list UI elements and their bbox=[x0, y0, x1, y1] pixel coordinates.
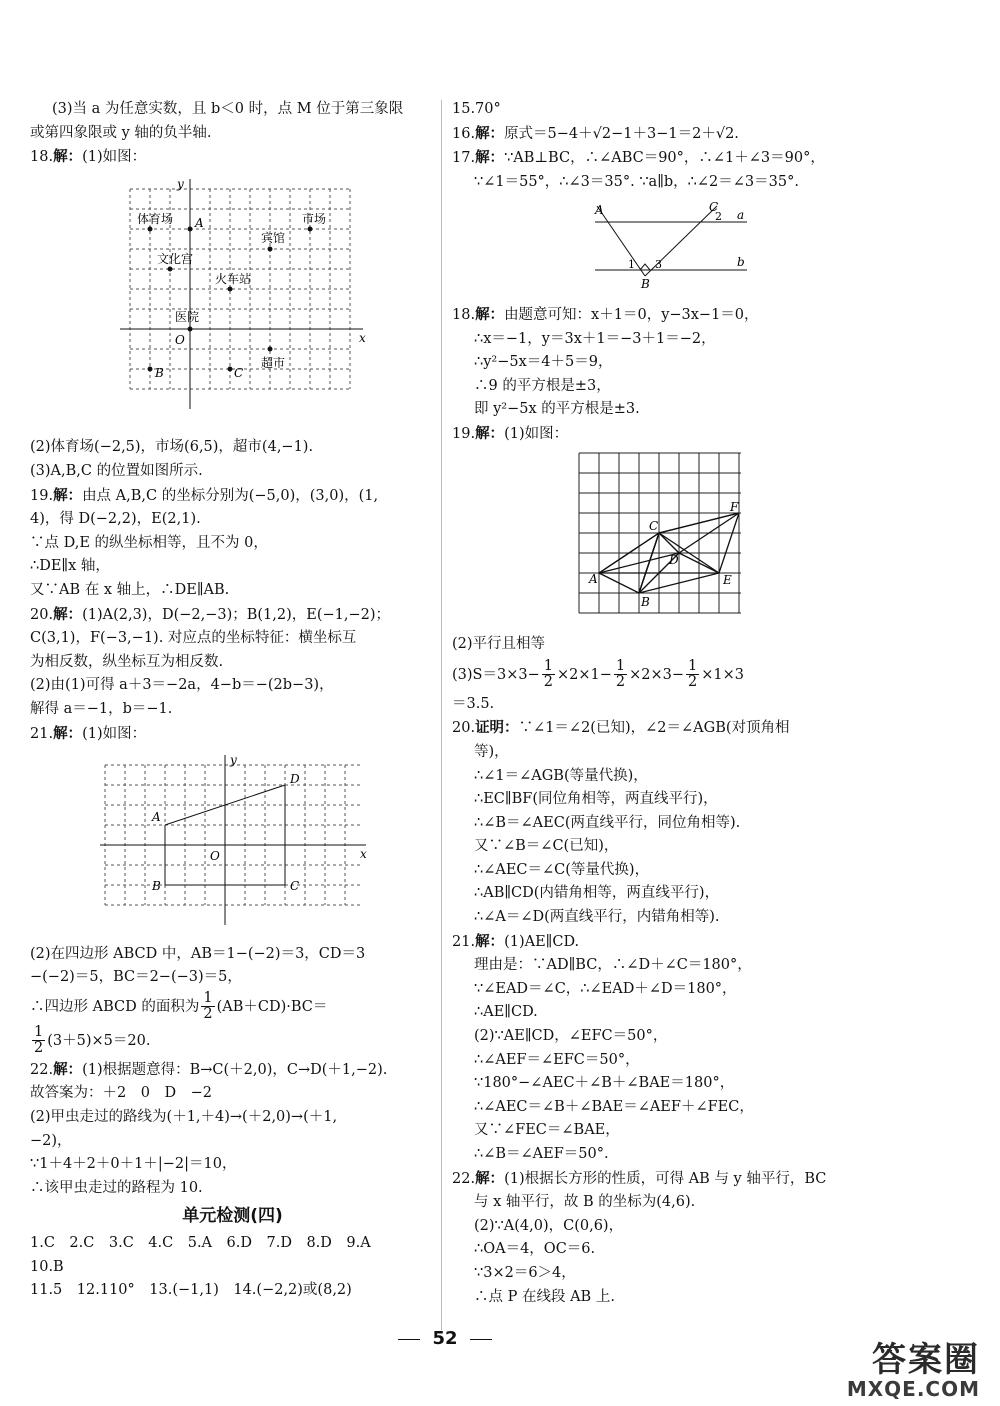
answer-line: 1.C 2.C 3.C 4.C 5.A 6.D 7.D 8.D 9.A bbox=[30, 1235, 371, 1252]
r18-line: 18.解：由题意可知：x＋1＝0，y−3x−1＝0， bbox=[452, 305, 759, 323]
fig21-point-d: D bbox=[290, 772, 300, 787]
page-number: 52 bbox=[380, 1328, 510, 1349]
text-line: 故答案为：＋2 0 D −2 bbox=[30, 1085, 212, 1102]
text-line: (2)∵A(4,0)，C(0,6)， bbox=[474, 1217, 624, 1234]
fraction-half: $\frac{1}{2}$ bbox=[203, 990, 213, 1023]
fraction-half: $\frac{1}{2}$ bbox=[615, 658, 626, 691]
text-line: (2)甲虫走过的路线为(＋1,＋4)→(＋2,0)→(＋1, bbox=[30, 1109, 338, 1126]
text-line: ∴∠AEF＝∠EFC＝50°， bbox=[474, 1051, 640, 1068]
fig18-station: 火车站 bbox=[215, 271, 252, 286]
text-line: ＝3.5. bbox=[452, 695, 495, 712]
fraction-half: $\frac{1}{2}$ bbox=[688, 658, 698, 691]
fig18-supermarket: 超市 bbox=[261, 355, 286, 370]
fig18-point-c: C bbox=[234, 365, 244, 380]
text-line: ∴∠AEC＝∠B＋∠BAE＝∠AEF＋∠FEC， bbox=[474, 1098, 754, 1115]
fig18-hotel: 宾馆 bbox=[261, 230, 286, 245]
fig17-angle-2: 2 bbox=[715, 210, 722, 224]
text-line: ∵∠EAD＝∠C，∴∠EAD＋∠D＝180°， bbox=[474, 980, 737, 997]
answer-line: 10.B bbox=[30, 1258, 64, 1275]
text-line: ∴点 P 在线段 AB 上. bbox=[474, 1288, 615, 1305]
text-line: (3)A,B,C 的位置如图所示. bbox=[30, 462, 203, 479]
r19-line: 19.解：(1)如图： bbox=[452, 424, 569, 442]
section-heading: 单元检测(四) bbox=[182, 1206, 283, 1227]
figure-19-grid bbox=[577, 451, 747, 621]
fig18-market: 市场 bbox=[302, 211, 327, 226]
text-line: ∵1＋4＋2＋0＋1＋|−2|＝10， bbox=[30, 1156, 237, 1173]
r20-line: 20.证明：∵∠1＝∠2(已知)，∠2＝∠AGB(对顶角相 bbox=[452, 719, 790, 737]
fig18-y-label: y bbox=[177, 176, 184, 191]
text-line: 等)， bbox=[474, 743, 509, 760]
text-line: 或第四象限或 y 轴的负半轴. bbox=[30, 124, 212, 141]
fig21-point-b: B bbox=[152, 879, 161, 894]
text-line: ∴∠B＝∠AEF＝50°. bbox=[474, 1146, 609, 1162]
fig18-sports: 体育场 bbox=[137, 211, 174, 226]
fig19-point-a: A bbox=[589, 571, 598, 586]
answer-line: 11.5 12.110° 13.(−1,1) 14.(−2,2)或(8,2) bbox=[30, 1282, 352, 1299]
text-line: 又∵∠B＝∠C(已知)， bbox=[474, 838, 619, 855]
fig18-origin-label: O bbox=[175, 332, 185, 347]
q19-line: 19.解：由点 A,B,C 的坐标分别为(−5,0)，(3,0)，(1, bbox=[30, 486, 379, 504]
text-line: ∴∠A＝∠D(两直线平行，内错角相等). bbox=[474, 909, 720, 926]
text-line: 为相反数，纵坐标互为相反数. bbox=[30, 653, 224, 670]
answer-line: 15.70° bbox=[452, 101, 501, 117]
text-line: −(−2)＝5，BC＝2−(−3)＝5， bbox=[30, 969, 242, 986]
text-line: (2)在四边形 ABCD 中，AB＝1−(−2)＝3，CD＝3 bbox=[30, 945, 366, 962]
fig21-x-label: x bbox=[360, 847, 367, 862]
r17-line: 17.解：∵AB⊥BC，∴∠ABC＝90°，∴∠1＋∠3＝90°， bbox=[452, 149, 825, 167]
r16-line: 16.解：原式＝5−4＋√2−1＋3−1＝2＋√2. bbox=[452, 124, 739, 142]
text-line: ∴x＝−1，y＝3x＋1＝−3＋1＝−2， bbox=[474, 330, 716, 347]
text-line: (2)∵AE∥CD，∠EFC＝50°， bbox=[474, 1028, 668, 1045]
text-line: ∵180°−∠AEC＋∠B＋∠BAE＝180°， bbox=[474, 1075, 735, 1092]
right-column bbox=[452, 98, 862, 1309]
fig17-angle-3: 3 bbox=[655, 258, 662, 272]
text-line: 解得 a＝−1，b＝−1. bbox=[30, 700, 173, 717]
fig21-point-a: A bbox=[152, 810, 161, 825]
figure-21-grid bbox=[100, 750, 370, 930]
r22-line: 22.解：(1)根据长方形的性质，可得 AB 与 y 轴平行，BC bbox=[452, 1169, 827, 1187]
text-line: ∴∠1＝∠AGB(等量代换)， bbox=[474, 767, 648, 784]
fig18-point-a: A bbox=[195, 215, 204, 230]
text-line: −2)， bbox=[30, 1132, 72, 1149]
fig19-point-f: F bbox=[730, 499, 739, 514]
text-line: ∴∠AEC＝∠C(等量代换)， bbox=[474, 861, 650, 878]
r21-line: 21.解：(1)AE∥CD. bbox=[452, 932, 580, 950]
fig17-line-a: a bbox=[737, 208, 745, 223]
q21-area-result: $\frac{1}{2}$ (3＋5)×5＝20. bbox=[34, 1024, 151, 1057]
text-line: ∴OA＝4，OC＝6. bbox=[474, 1241, 596, 1258]
q21-line: 21.解：(1)如图： bbox=[30, 724, 147, 742]
fig19-point-d: D bbox=[669, 552, 679, 567]
fig18-hospital: 医院 bbox=[175, 309, 200, 324]
text-line: ∴该甲虫走过的路程为 10. bbox=[30, 1179, 203, 1196]
fig17-point-a: A bbox=[595, 203, 604, 218]
fig21-point-c: C bbox=[290, 879, 300, 894]
q21-area-line: ∴四边形 ABCD 的面积为 $\frac{1}{2}$ (AB＋CD)·BC＝ bbox=[30, 990, 328, 1023]
text-line: ∵∠1＝55°，∴∠3＝35°. ∵a∥b，∴∠2＝∠3＝35°. bbox=[474, 173, 799, 190]
fig17-point-b: B bbox=[641, 277, 650, 291]
text-line: (2)平行且相等 bbox=[452, 636, 546, 653]
column-divider bbox=[441, 100, 442, 1330]
fig21-origin-label: O bbox=[210, 849, 220, 864]
fig19-point-e: E bbox=[723, 572, 732, 587]
fig18-x-label: x bbox=[359, 330, 366, 345]
fig17-line-b: b bbox=[737, 255, 745, 270]
fig18-point-b: B bbox=[155, 365, 164, 380]
fraction-half: $\frac{1}{2}$ bbox=[34, 1024, 44, 1057]
watermark-url: MXQE.COM bbox=[846, 1377, 980, 1401]
fraction-half: $\frac{1}{2}$ bbox=[543, 658, 553, 691]
left-column bbox=[30, 98, 435, 1303]
text-line: (3)当 a 为任意实数，且 b＜0 时，点 M 位于第三象限 bbox=[52, 101, 404, 117]
text-line: ∴EC∥BF(同位角相等，两直线平行)， bbox=[474, 791, 718, 808]
text-line: ∵点 D,E 的纵坐标相等，且不为 0， bbox=[30, 534, 268, 551]
q20-line: 20.解：(1)A(2,3)，D(−2,−3)；B(1,2)，E(−1,−2)； bbox=[30, 605, 391, 623]
text-line: ∴DE∥x 轴， bbox=[30, 558, 110, 575]
text-line: 即 y²−5x 的平方根是±3. bbox=[474, 401, 640, 418]
fig19-point-c: C bbox=[649, 518, 659, 533]
fig17-point-c: C bbox=[709, 200, 719, 215]
text-line: 与 x 轴平行，故 B 的坐标为(4,6). bbox=[474, 1194, 696, 1211]
text-line: 又∵∠FEC＝∠BAE， bbox=[474, 1122, 620, 1139]
text-line: 又∵AB 在 x 轴上，∴DE∥AB. bbox=[30, 581, 230, 598]
watermark-logo: 答案圈 bbox=[872, 1340, 980, 1380]
text-line: C(3,1)，F(−3,−1). 对应点的坐标特征：横坐标互 bbox=[30, 630, 357, 647]
q22-line: 22.解：(1)根据题意得：B→C(＋2,0)，C→D(＋1,−2). bbox=[30, 1060, 388, 1078]
text-line: ∴y²−5x＝4＋5＝9， bbox=[474, 354, 613, 371]
text-line: 理由是：∵AD∥BC，∴∠D＋∠C＝180°， bbox=[474, 957, 752, 974]
figure-18-grid bbox=[115, 174, 375, 424]
text-line: ∵3×2＝6＞4， bbox=[474, 1264, 576, 1281]
text-line: ∴∠B＝∠AEC(两直线平行，同位角相等). bbox=[474, 814, 741, 831]
text-line: ∴AB∥CD(内错角相等，两直线平行)， bbox=[474, 885, 720, 902]
text-line: ∴AE∥CD. bbox=[474, 1004, 538, 1021]
fig19-point-b: B bbox=[641, 594, 650, 609]
text-line: ∴9 的平方根是±3， bbox=[474, 377, 611, 394]
fig18-culture: 文化宫 bbox=[157, 251, 194, 266]
text-line: (2)由(1)可得 a＋3＝−2a，4−b＝−(2b−3)， bbox=[30, 677, 334, 694]
fig21-y-label: y bbox=[230, 753, 237, 768]
text-line: 4)，得 D(−2,2)，E(2,1). bbox=[30, 511, 201, 528]
figure-17-parallel-lines bbox=[587, 198, 767, 290]
q18-line: 18.解：(1)如图： bbox=[30, 148, 147, 166]
fig17-angle-1: 1 bbox=[628, 258, 635, 272]
r19-area-line: (3)S＝3×3− $\frac{1}{2}$ ×2×1− $\frac{1}{2}$ ×2×3− $\frac{1}{2}$ ×1×3 bbox=[452, 658, 744, 691]
text-line: (2)体育场(−2,5)，市场(6,5)，超市(4,−1). bbox=[30, 439, 314, 456]
